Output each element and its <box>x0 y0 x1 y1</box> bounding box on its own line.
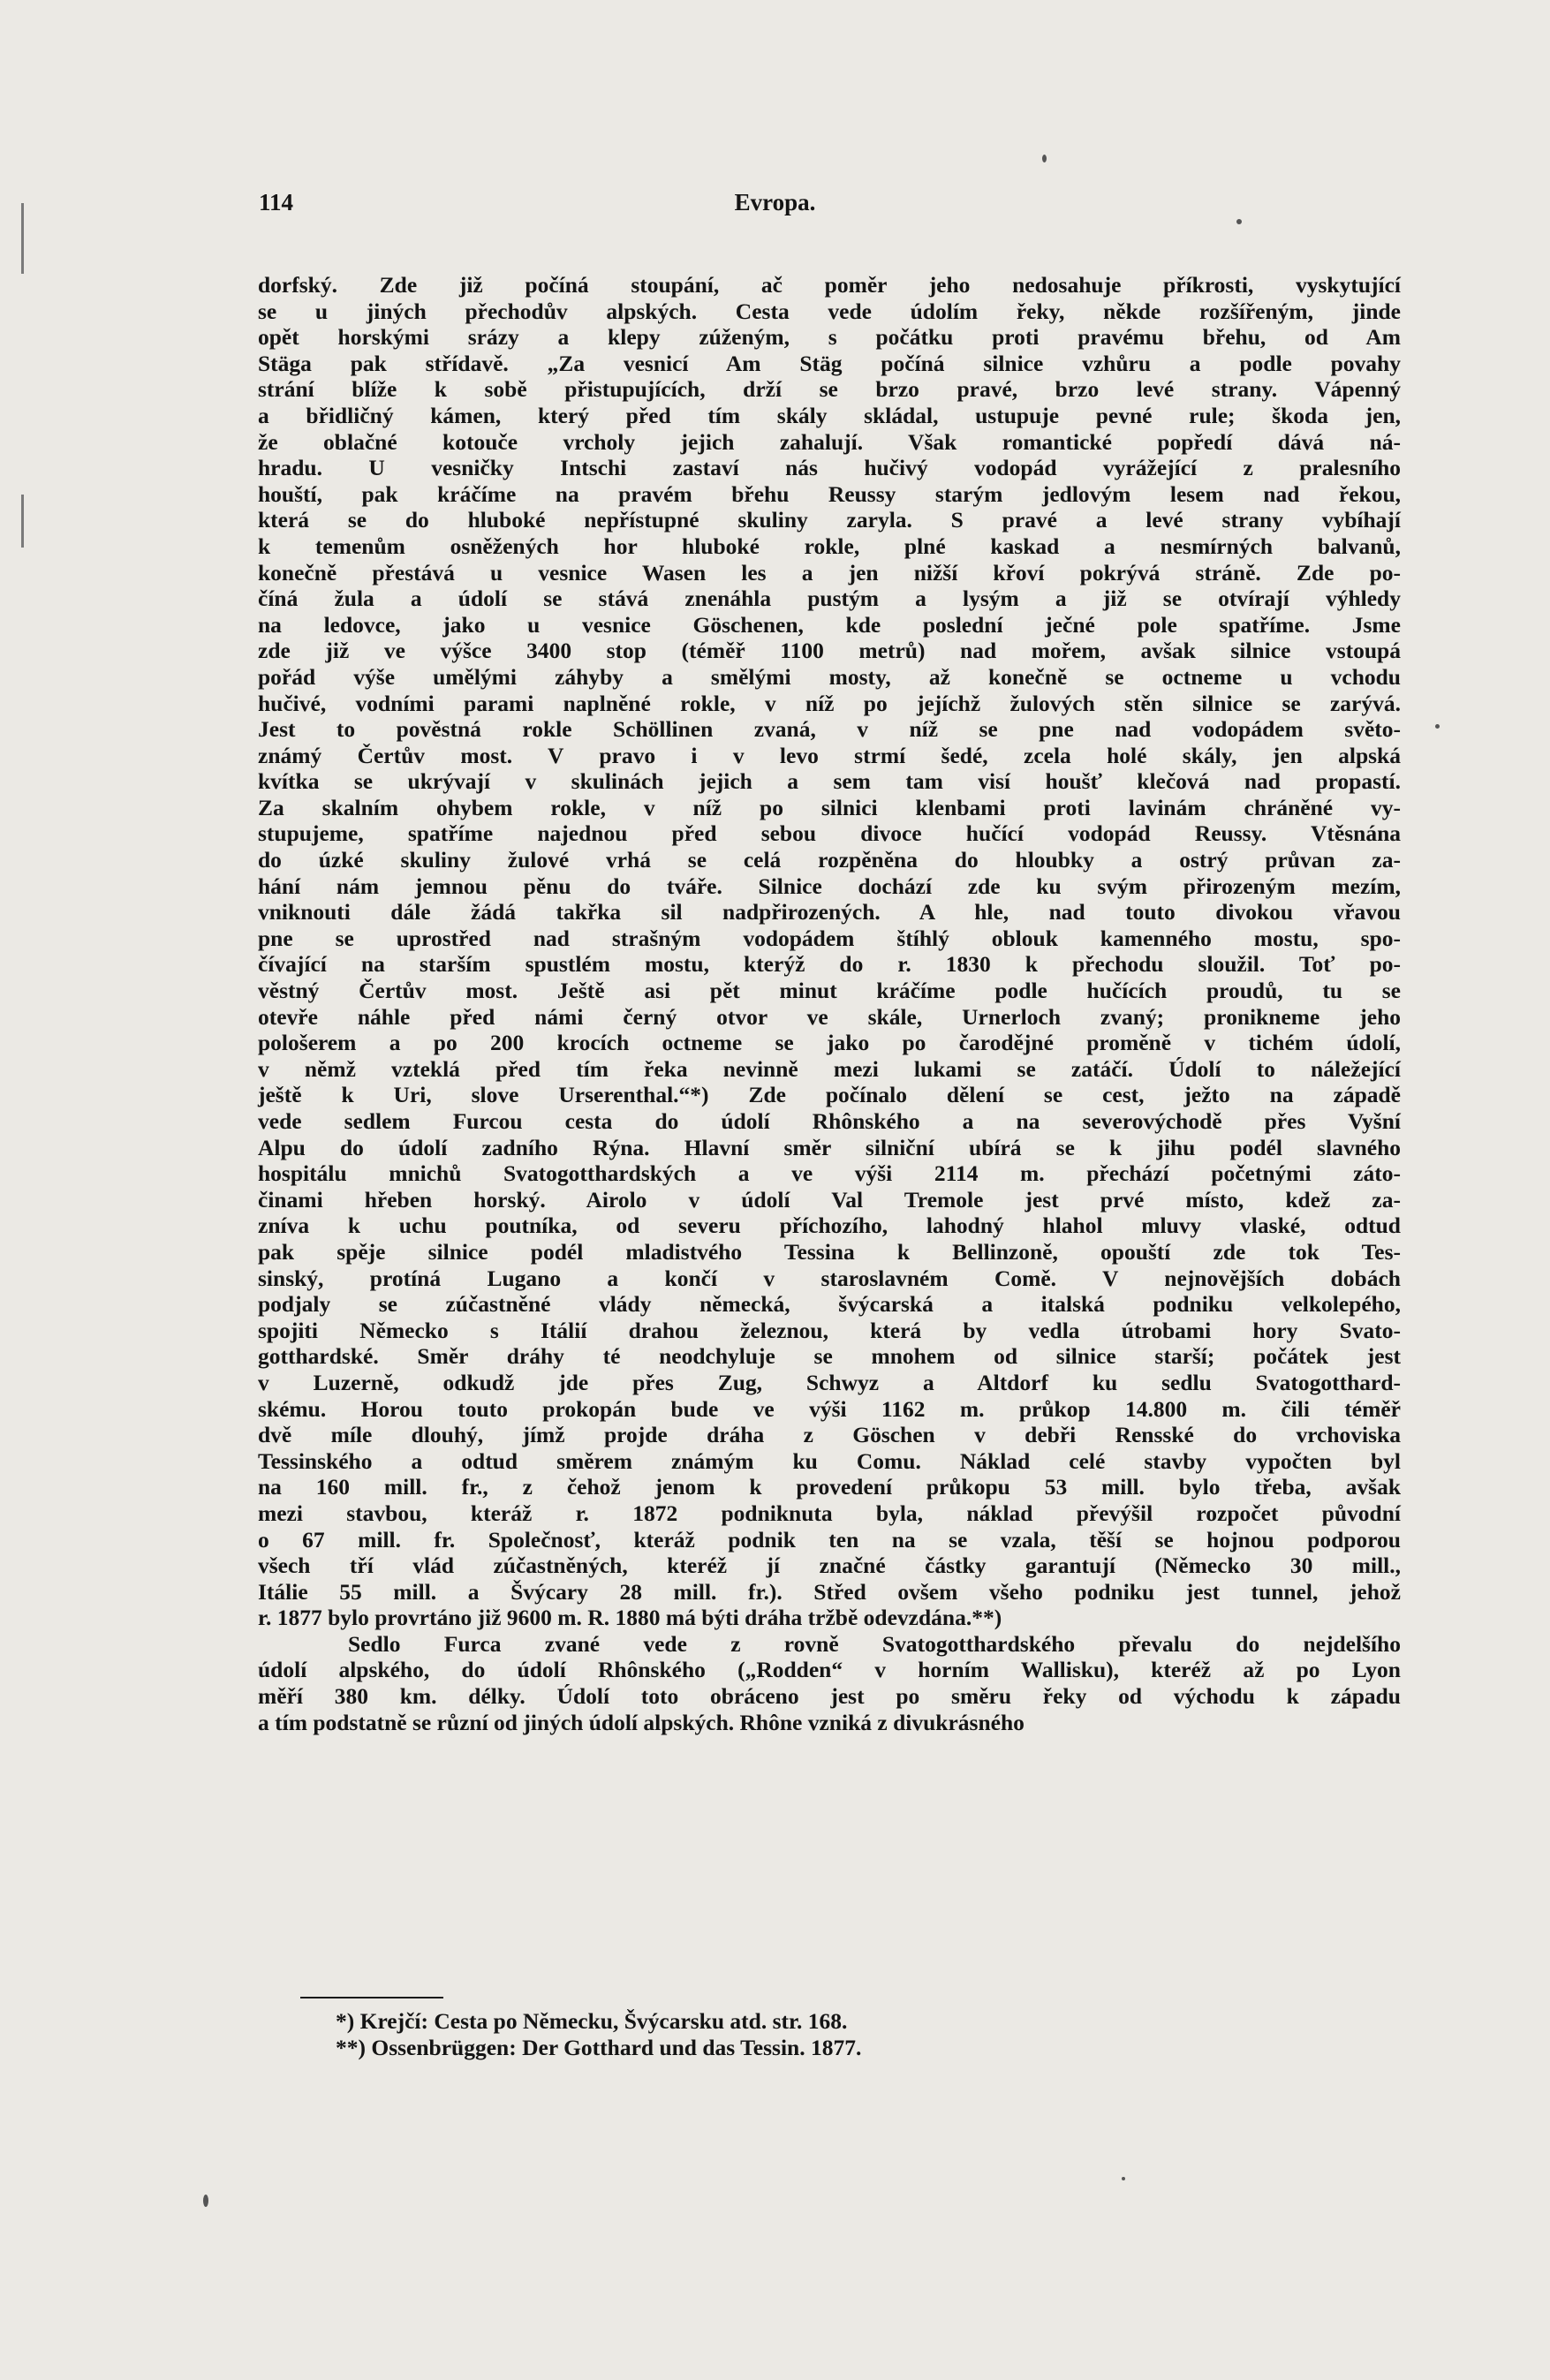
text-line: číná žula a údolí se stává znenáhla pustým a lysým a již se otvírají výhledy <box>258 586 1401 612</box>
text-line: a tím podstatně se různí od jiných údolí alpských. Rhône vzniká z divukrásného <box>258 1709 1025 1735</box>
text-line: na ledovce, jako u vesnice Göschenen, kde poslední ječné pole spatříme. Jsme <box>258 611 1401 638</box>
text-line: zníva k uchu poutníka, od severu příchozího, lahodný hlahol mluvy vlaské, odtud <box>258 1213 1401 1239</box>
text-line: pak spěje silnice podél mladistvého Tessina k Bellinzoně, opouští zde tok Tes- <box>258 1238 1401 1265</box>
text-line: ještě k Uri, slove Urserenthal.“*) Zde počínalo dělení se cest, ježto na západě <box>258 1082 1401 1108</box>
text-line: Itálie 55 mill. a Švýcary 28 mill. fr.). Střed ovšem všeho podniku jest tunnel, jehož <box>258 1578 1401 1605</box>
text-line: houští, pak kráčíme na pravém břehu Reussy starým jedlovým lesem nad řekou, <box>258 480 1401 507</box>
text-line: otevře náhle před námi černý otvor ve skále, Urnerloch zvaný; pronikneme jeho <box>258 1003 1401 1030</box>
body-text <box>258 272 1401 1735</box>
text-line: strání blíže k sobě přistupujících, drží se brzo pravé, brzo levé strany. Vápenný <box>258 376 1401 403</box>
text-line: Alpu do údolí zadního Rýna. Hlavní směr silniční ubírá se k jihu podél slavného <box>258 1134 1401 1160</box>
text-line: Za skalním ohybem rokle, v níž po silnici klenbami proti lavinám chráněné vy- <box>258 794 1401 820</box>
text-line: údolí alpského, do údolí Rhônského („Rodden“ v horním Wallisku), kteréž až po Lyon <box>258 1657 1401 1683</box>
text-line: Jest to pověstná rokle Schöllinen zvaná, v níž se pne nad vodopádem světo- <box>258 716 1401 743</box>
text-line: hospitálu mnichů Svatogotthardských a ve výši 2114 m. přechází početnými záto- <box>258 1160 1401 1187</box>
text-line: známý Čertův most. V pravo i v levo strmí šedé, zcela holé skály, jen alpská <box>258 742 1401 768</box>
footnote-rule <box>300 1997 443 1998</box>
text-line: Sedlo Furca zvané vede z rovně Svatogotthardského převalu do nejdelšího <box>348 1630 1401 1657</box>
text-line: se u jiných přechodův alpských. Cesta vede údolím řeky, někde rozšířeným, jinde <box>258 298 1401 324</box>
footnote: *) Krejčí: Cesta po Německu, Švýcarsku atd. str. 168. <box>336 2008 848 2034</box>
text-line: v němž vzteklá před tím řeka nevinně mezi lukami se zatáčí. Údolí to náležející <box>258 1055 1401 1082</box>
text-line: skému. Horou touto prokopán bude ve výši 1162 m. průkop 14.800 m. čili téměř <box>258 1395 1401 1422</box>
text-line: o 67 mill. fr. Společnosť, kteráž podnik ten na se vzala, těší se hojnou podporou <box>258 1526 1401 1553</box>
text-line: na 160 mill. fr., z čehož jenom k provedení průkopu 53 mill. bylo třeba, avšak <box>258 1474 1401 1500</box>
text-line: činami hřeben horský. Airolo v údolí Val Tremole jest prvé místo, kdež za- <box>258 1186 1401 1213</box>
text-line: věstný Čertův most. Ještě asi pět minut kráčíme podle hučících proudů, tu se <box>258 978 1401 1004</box>
scan-speck <box>1042 155 1047 162</box>
text-line: čívající na starším spustlém mostu, kterýž do r. 1830 k přechodu sloužil. Toť po- <box>258 951 1401 978</box>
page-number: 114 <box>259 189 294 215</box>
text-line: vede sedlem Furcou cesta do údolí Rhônského a na severovýchodě přes Vyšní <box>258 1108 1401 1134</box>
text-line: která se do hluboké nepřístupné skuliny zaryla. S pravé a levé strany vybíhají <box>258 507 1401 533</box>
text-line: konečně přestává u vesnice Wasen les a jen nižší křoví pokrývá stráně. Zde po- <box>258 559 1401 586</box>
scan-speck <box>1236 219 1242 224</box>
text-line: hučivé, vodními parami naplněné rokle, v níž po jejíchž žulových stěn silnice se zarývá. <box>258 690 1401 716</box>
text-line: Stäga pak střídavě. „Za vesnicí Am Stäg počíná silnice vzhůru a podle povahy <box>258 350 1401 376</box>
text-line: že oblačné kotouče vrcholy jejich zahalují. Však romantické popředí dává ná- <box>258 428 1401 455</box>
text-line: kvítka se ukrývají v skulinách jejich a sem tam visí houšť klečová nad propastí. <box>258 768 1401 795</box>
scan-edge-mark <box>21 203 24 274</box>
text-line: mezi stavbou, kteráž r. 1872 podniknuta byla, náklad převýšil rozpočet původní <box>258 1500 1401 1526</box>
footnotes <box>336 2008 1219 2061</box>
text-line: podjaly se zúčastněné vlády německá, švýcarská a italská podniku velkolepého, <box>258 1291 1401 1318</box>
text-line: dvě míle dlouhý, jímž projde dráha z Göschen v debři Rensské do vrchoviska <box>258 1422 1401 1448</box>
scan-speck <box>1122 2177 1125 2180</box>
text-line: k temenům osněžených hor hluboké rokle, plné kaskad a nesmírných balvanů, <box>258 533 1401 559</box>
text-line: všech tří vlád zúčastněných, kteréž jí značné částky garantují (Německo 30 mill., <box>258 1553 1401 1579</box>
footnote: **) Ossenbrüggen: Der Gotthard und das Tessin. 1877. <box>336 2035 862 2060</box>
text-line: měří 380 km. délky. Údolí toto obráceno jest po směru řeky od východu k západu <box>258 1683 1401 1710</box>
running-head: Evropa. <box>734 189 816 215</box>
scan-edge-mark <box>21 495 24 548</box>
text-line: vniknouti dále žádá takřka sil nadpřirozených. A hle, nad touto divokou vřavou <box>258 899 1401 926</box>
text-line: v Luzerně, odkudž jde přes Zug, Schwyz a Altdorf ku sedlu Svatogotthard- <box>258 1369 1401 1395</box>
text-line: gotthardské. Směr dráhy té neodchyluje se mnohem od silnice starší; počátek jest <box>258 1343 1401 1370</box>
text-line: pne se uprostřed nad strašným vodopádem štíhlý oblouk kamenného mostu, spo- <box>258 925 1401 951</box>
text-line: a břidličný kámen, který před tím skály skládal, ustupuje pevné rule; škoda jen, <box>258 402 1401 428</box>
text-line: pološerem a po 200 krocích octneme se jako po čarodějné proměně v tichém údolí, <box>258 1030 1401 1056</box>
text-line: spojiti Německo s Itálií drahou železnou, která by vedla útrobami hory Svato- <box>258 1317 1401 1343</box>
scan-speck <box>1435 724 1440 729</box>
text-line: Tessinského a odtud směrem známým ku Comu. Náklad celé stavby vypočten byl <box>258 1447 1401 1474</box>
text-line: r. 1877 bylo provrtáno již 9600 m. R. 1880 má býti dráha tržbě odevzdána.**) <box>258 1605 1002 1631</box>
scan-speck <box>203 2195 208 2207</box>
text-line: hání nám jemnou pěnu do tváře. Silnice dochází zde ku svým přirozeným mezím, <box>258 873 1401 899</box>
text-line: opět horskými srázy a klepy zúženým, s počátku proti pravému břehu, od Am <box>258 324 1401 351</box>
text-line: dorfský. Zde již počíná stoupání, ač poměr jeho nedosahuje příkrosti, vyskytující <box>258 272 1401 298</box>
text-line: zde již ve výšce 3400 stop (téměř 1100 metrů) nad mořem, avšak silnice vstoupá <box>258 638 1401 664</box>
text-line: hradu. U vesničky Intschi zastaví nás hučivý vodopád vyrážející z pralesního <box>258 455 1401 481</box>
text-line: stupujeme, spatříme najednou před sebou divoce hučící vodopád Reussy. Vtěsnána <box>258 820 1401 847</box>
page-header <box>0 189 1550 224</box>
text-line: do úzké skuliny žulové vrhá se celá rozpěněna do hloubky a ostrý průvan za- <box>258 847 1401 873</box>
text-line: pořád výše umělými záhyby a smělými mosty, až konečně se octneme u vchodu <box>258 663 1401 690</box>
text-line: sinský, protíná Lugano a končí v staroslavném Comě. V nejnovějších dobách <box>258 1265 1401 1291</box>
